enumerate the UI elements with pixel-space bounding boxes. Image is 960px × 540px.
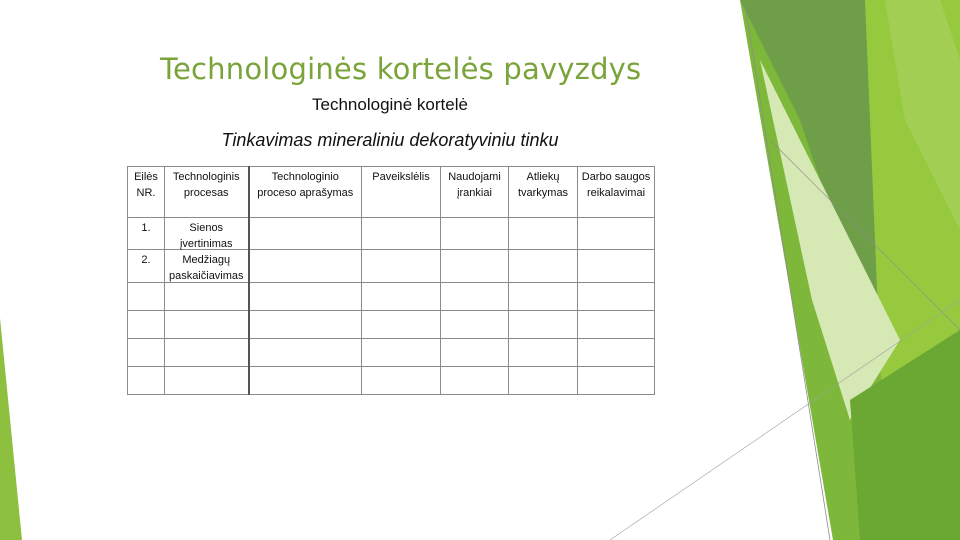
table-cell xyxy=(362,250,441,283)
table-cell xyxy=(578,250,655,283)
row-process-cell xyxy=(165,250,249,283)
left-accent-shape xyxy=(0,318,22,540)
row-number-cell: 2. xyxy=(128,250,165,283)
table-cell xyxy=(509,367,578,395)
table-cell xyxy=(165,311,249,339)
row-number-cell: 1. xyxy=(128,218,165,250)
table-cell xyxy=(128,367,165,395)
technological-card-table xyxy=(127,166,655,395)
card-heading: Technologinė kortelė xyxy=(312,95,468,114)
table-header-row xyxy=(128,167,655,218)
table-cell xyxy=(165,367,249,395)
table-row xyxy=(128,250,655,283)
table-cell xyxy=(362,367,441,395)
table-cell xyxy=(578,218,655,250)
table-cell xyxy=(578,339,655,367)
table-cell xyxy=(362,339,441,367)
table-cell xyxy=(441,250,509,283)
header-cell-description: Technologinio proceso aprašymas xyxy=(249,167,362,218)
table-cell xyxy=(128,283,165,311)
table-cell xyxy=(509,218,578,250)
slide-title: Technologinės kortelės pavyzdys xyxy=(160,52,642,86)
table-cell xyxy=(578,367,655,395)
table-cell xyxy=(509,250,578,283)
table-row-empty xyxy=(128,339,655,367)
table-cell xyxy=(128,311,165,339)
table-cell xyxy=(249,367,362,395)
header-cell-picture: Paveikslėlis xyxy=(362,167,441,218)
table-cell xyxy=(441,339,509,367)
header-cell-waste: Atliekų tvarkymas xyxy=(509,167,578,218)
row-process-text: Sienos įvertinimas xyxy=(179,222,233,250)
row-process-text: Medžiagų paskaičiavimas xyxy=(168,254,244,282)
table-cell xyxy=(362,311,441,339)
table-cell xyxy=(249,250,362,283)
table-cell xyxy=(441,311,509,339)
table-cell xyxy=(249,311,362,339)
header-cell-process: Technologinis procesas xyxy=(165,167,249,218)
table-cell xyxy=(249,339,362,367)
table-row xyxy=(128,218,655,250)
table-row-empty xyxy=(128,283,655,311)
row-process-cell xyxy=(165,218,249,250)
table-cell xyxy=(441,367,509,395)
table-cell xyxy=(441,218,509,250)
table-cell xyxy=(165,339,249,367)
header-cell-safety: Darbo saugos reikalavimai xyxy=(578,167,655,218)
table-cell xyxy=(249,218,362,250)
table-row-empty xyxy=(128,367,655,395)
header-cell-tools: Naudojami įrankiai xyxy=(441,167,509,218)
table-cell xyxy=(509,339,578,367)
table-cell xyxy=(362,218,441,250)
table-cell xyxy=(165,283,249,311)
table-cell xyxy=(578,283,655,311)
table-cell xyxy=(362,283,441,311)
table-cell xyxy=(249,283,362,311)
header-cell-number: Eilės NR. xyxy=(128,167,165,218)
table-cell xyxy=(441,283,509,311)
table-row-empty xyxy=(128,311,655,339)
table-cell xyxy=(578,311,655,339)
card-subheading: Tinkavimas mineraliniu dekoratyviniu tinku xyxy=(221,130,559,150)
table-cell xyxy=(128,339,165,367)
table-cell xyxy=(509,283,578,311)
table-cell xyxy=(509,311,578,339)
